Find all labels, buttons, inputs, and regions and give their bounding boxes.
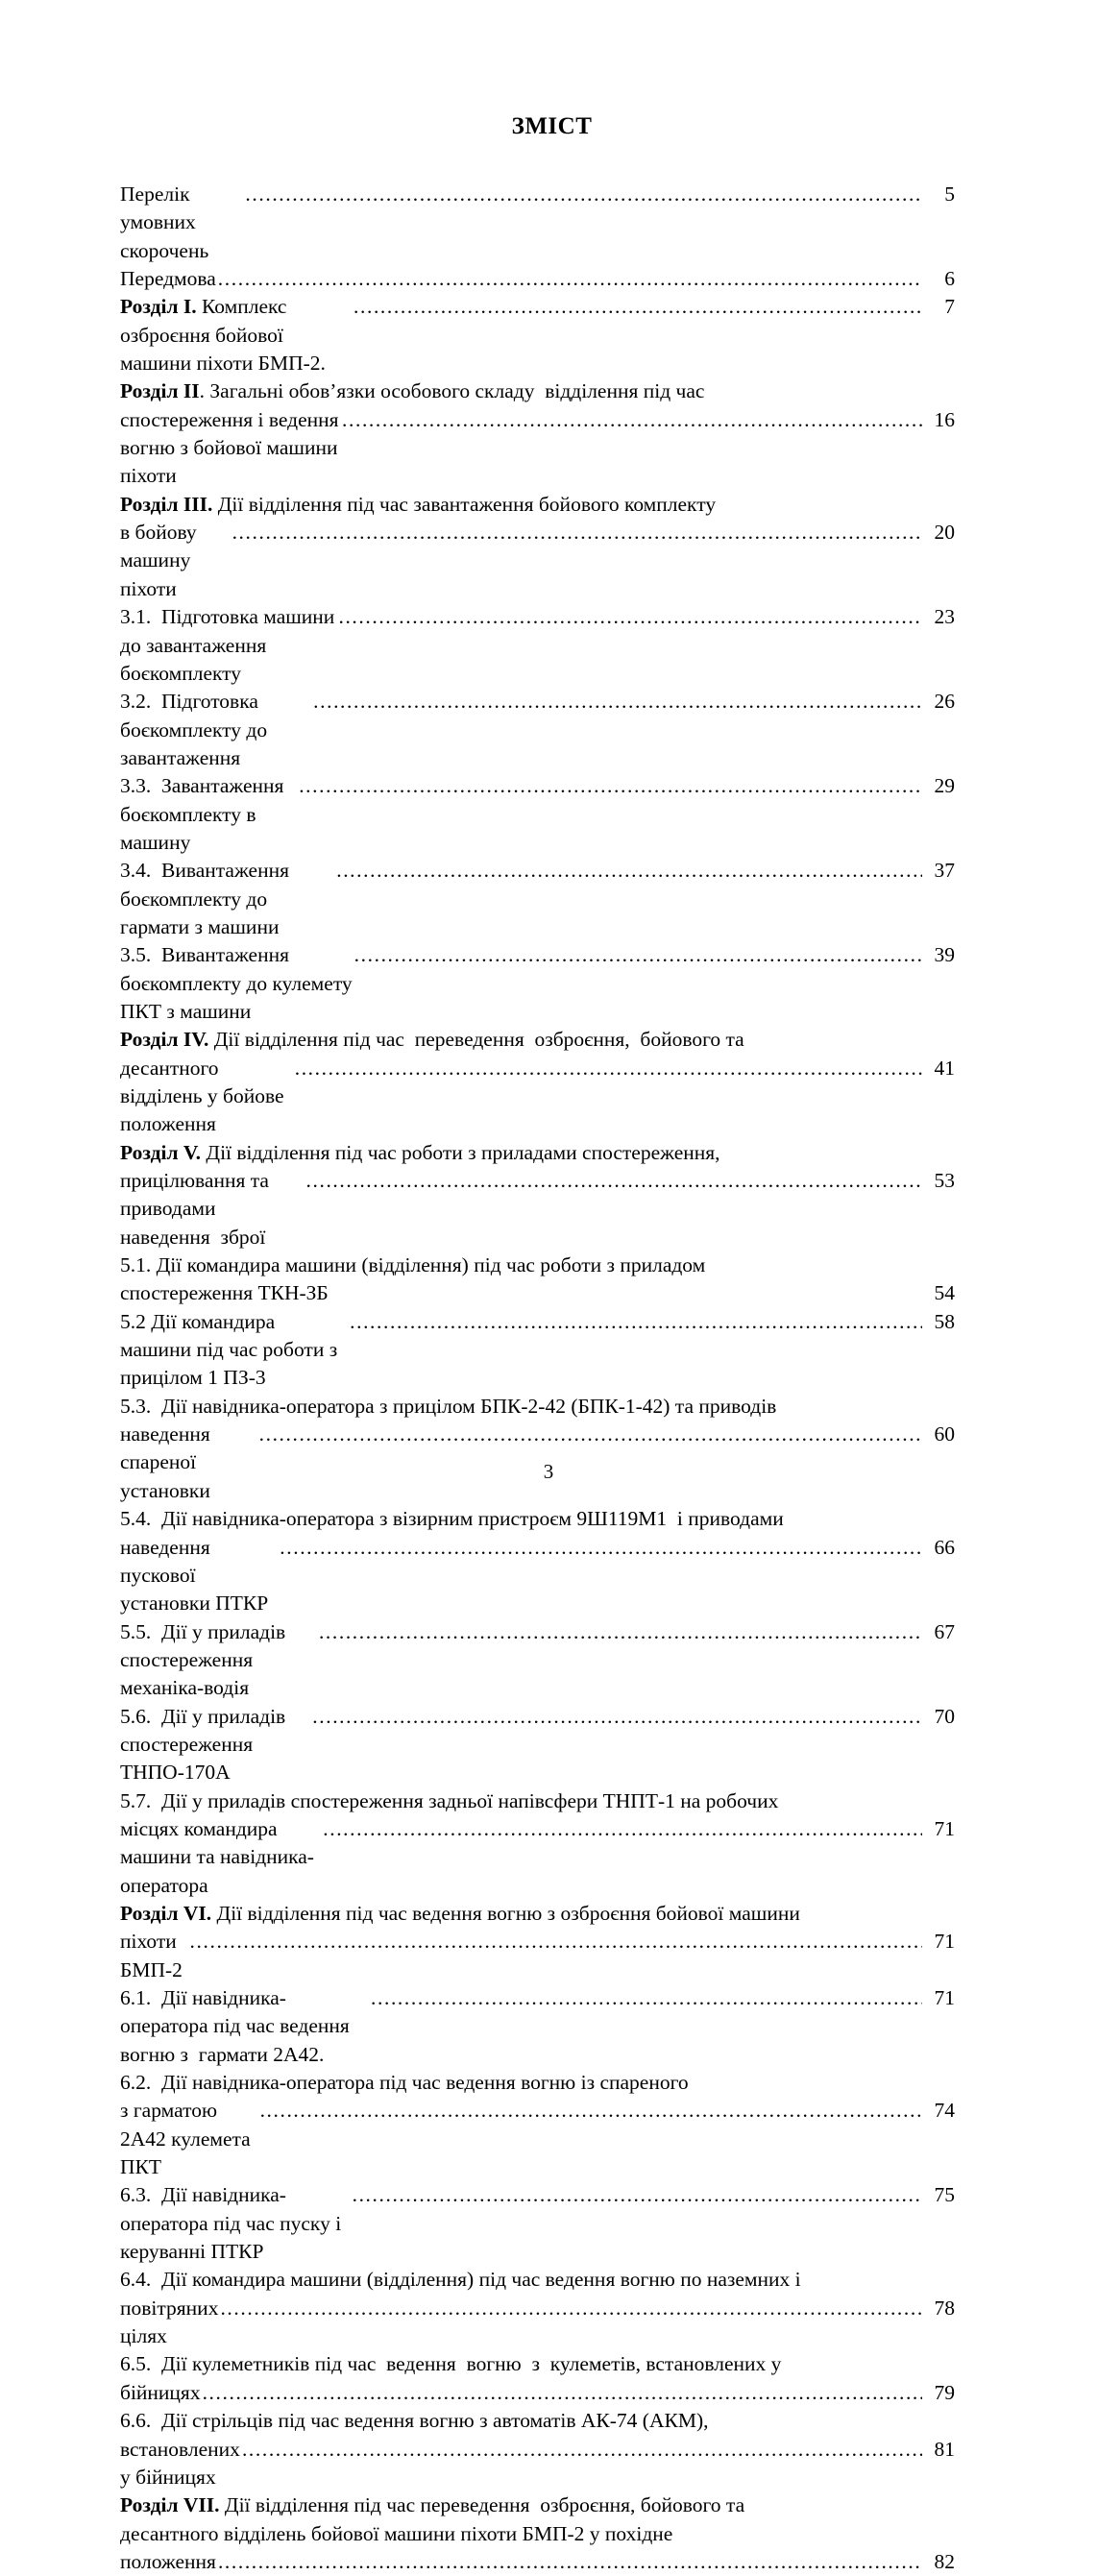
toc-leader-dots bbox=[280, 1534, 922, 1562]
toc-entry-text: 5.3. Дії навідника-оператора з прицілом БПК-2-42 (БПК-1-42) та приводів bbox=[120, 1394, 777, 1418]
toc-entry[interactable] bbox=[120, 2548, 955, 2576]
toc-entry-page-number: 75 bbox=[934, 2183, 955, 2207]
toc-entry-label bbox=[120, 377, 704, 405]
toc-entry-label bbox=[120, 1026, 744, 1054]
toc-entry-text: 5.5. Дії у приладів спостереження механіка-водія bbox=[120, 1619, 291, 1700]
toc-leader-dots bbox=[242, 2436, 922, 2464]
toc-entry-label bbox=[120, 491, 716, 519]
toc-entry-label bbox=[120, 2379, 201, 2407]
toc-entry[interactable] bbox=[120, 1252, 955, 1279]
toc-entry-label bbox=[120, 1703, 310, 1787]
toc-entry-text: десантного відділень бойової машини піхоти БМП-2 у похідне bbox=[120, 2521, 673, 2545]
toc-entry-label bbox=[120, 181, 243, 265]
toc-entry-label bbox=[120, 2436, 246, 2492]
toc-entry[interactable] bbox=[120, 1308, 955, 1393]
toc-entry-page-number: 53 bbox=[934, 1169, 955, 1193]
toc-entry-label bbox=[120, 1534, 278, 1618]
toc-entry-label bbox=[120, 2350, 781, 2378]
toc-entry[interactable] bbox=[120, 1505, 955, 1533]
toc-entry-page-number: 20 bbox=[934, 521, 955, 545]
toc-entry-label bbox=[120, 2097, 258, 2181]
toc-entry-page-number: 5 bbox=[944, 182, 955, 206]
toc-entry-label bbox=[120, 603, 340, 688]
toc-entry[interactable] bbox=[120, 2181, 955, 2266]
toc-entry[interactable] bbox=[120, 1534, 955, 1618]
toc-entry-section-prefix: Розділ IV. bbox=[120, 1028, 209, 1052]
toc-entry-text: 3.2. Підготовка боєкомплекту до завантаження bbox=[120, 690, 273, 769]
toc-entry-page-number: 66 bbox=[934, 1535, 955, 1559]
toc-entry-text: 3.4. Вивантаження боєкомплекту до гармати з машини bbox=[120, 859, 295, 938]
table-of-contents bbox=[120, 181, 955, 2576]
toc-entry[interactable] bbox=[120, 2407, 955, 2435]
toc-entry[interactable] bbox=[120, 1703, 955, 1787]
toc-entry[interactable] bbox=[120, 857, 955, 941]
toc-entry[interactable] bbox=[120, 1139, 955, 1167]
footer-page-number: 3 bbox=[543, 1460, 554, 1483]
toc-leader-dots bbox=[306, 1167, 922, 1195]
toc-entry-text: 5.4. Дії навідника-оператора з візирним пристроєм 9Ш119М1 і приводами bbox=[120, 1507, 784, 1531]
toc-entry[interactable] bbox=[120, 519, 955, 603]
toc-entry-label bbox=[120, 1505, 784, 1533]
toc-entry-section-prefix: Розділ VII. bbox=[120, 2493, 220, 2517]
toc-entry-label bbox=[120, 857, 334, 941]
toc-entry[interactable] bbox=[120, 2379, 955, 2407]
toc-entry-text: 3.1. Підготовка машини до завантаження боєкомплекту bbox=[120, 605, 340, 685]
toc-entry[interactable] bbox=[120, 406, 955, 491]
toc-leader-dots bbox=[218, 2548, 922, 2576]
toc-entry[interactable] bbox=[120, 1618, 955, 1703]
toc-entry-page-number: 37 bbox=[934, 859, 955, 883]
toc-entry-page-number: 79 bbox=[934, 2380, 955, 2404]
toc-entry-label bbox=[120, 1055, 293, 1139]
toc-entry[interactable] bbox=[120, 491, 955, 519]
toc-entry-page-number: 54 bbox=[934, 1281, 955, 1305]
toc-entry-section-prefix: Розділ VI. bbox=[120, 1901, 212, 1925]
toc-entry-text: Перелік умовних скорочень bbox=[120, 182, 209, 262]
toc-entry-text: 5.7. Дії у приладів спостереження задньої напівсфери ТНПТ-1 на робочих bbox=[120, 1788, 779, 1812]
toc-entry-text: 5.2 Дії командира машини під час роботи з прицілом 1 ПЗ-3 bbox=[120, 1309, 343, 1390]
toc-entry-text: 6.1. Дії навідника-оператора під час ведення вогню з гармати 2А42. bbox=[120, 1986, 355, 2066]
toc-entry[interactable] bbox=[120, 1167, 955, 1252]
toc-entry[interactable] bbox=[120, 2350, 955, 2378]
toc-leader-dots bbox=[319, 1618, 922, 1646]
toc-entry-label bbox=[120, 2295, 224, 2351]
toc-entry-page-number: 71 bbox=[934, 1816, 955, 1840]
toc-entry-page-number: 70 bbox=[934, 1704, 955, 1728]
toc-leader-dots bbox=[220, 2295, 922, 2322]
toc-leader-dots bbox=[190, 1928, 922, 1956]
toc-entry-label bbox=[120, 941, 358, 1026]
toc-entry[interactable] bbox=[120, 1279, 955, 1307]
toc-entry[interactable] bbox=[120, 181, 955, 265]
toc-entry-label bbox=[120, 2181, 351, 2266]
toc-entry[interactable] bbox=[120, 772, 955, 857]
toc-entry[interactable] bbox=[120, 1393, 955, 1421]
toc-entry-page-number: 39 bbox=[934, 943, 955, 967]
toc-leader-dots bbox=[245, 181, 922, 208]
toc-leader-dots bbox=[259, 1421, 922, 1448]
toc-entry-label bbox=[120, 1393, 776, 1421]
toc-entry[interactable] bbox=[120, 1928, 955, 1984]
toc-entry-page-number: 29 bbox=[934, 774, 955, 798]
toc-entry[interactable] bbox=[120, 1815, 955, 1900]
toc-entry-page-number: 78 bbox=[934, 2296, 955, 2320]
toc-entry-text: спостереження ТКН-ЗБ bbox=[120, 1281, 329, 1305]
toc-entry-text: Комплекс озброєння бойової машини піхоти БМП-2. bbox=[120, 295, 326, 376]
toc-entry-label bbox=[120, 1787, 778, 1815]
toc-entry-label bbox=[120, 1139, 720, 1167]
toc-entry-page-number: 7 bbox=[944, 295, 955, 319]
toc-entry[interactable] bbox=[120, 1055, 955, 1139]
toc-entry-label bbox=[120, 2548, 222, 2576]
toc-entry[interactable] bbox=[120, 2069, 955, 2097]
toc-entry-text: в бойову машину піхоти bbox=[120, 521, 203, 600]
toc-entry[interactable] bbox=[120, 2436, 955, 2492]
toc-leader-dots bbox=[353, 2181, 922, 2209]
toc-leader-dots bbox=[323, 1815, 922, 1843]
toc-entry-page-number: 26 bbox=[934, 690, 955, 714]
toc-entry-page-number: 82 bbox=[934, 2549, 955, 2573]
toc-entry-text: повітряних цілях bbox=[120, 2296, 224, 2348]
toc-entry[interactable] bbox=[120, 2520, 955, 2548]
toc-leader-dots bbox=[353, 293, 922, 321]
toc-entry-page-number: 71 bbox=[934, 1986, 955, 2009]
toc-entry-text: прицілювання та приводами наведення зброї bbox=[120, 1169, 275, 1249]
toc-entry[interactable] bbox=[120, 1026, 955, 1054]
toc-entry-text: Дії відділення під час переведення озброєння, бойового та bbox=[208, 1028, 744, 1052]
toc-entry-page-number: 81 bbox=[934, 2437, 955, 2461]
toc-entry-section-prefix: Розділ III. bbox=[120, 492, 213, 516]
toc-leader-dots bbox=[232, 519, 922, 547]
toc-entry-page-number: 41 bbox=[934, 1056, 955, 1080]
toc-entry-text: встановлених у бійницях bbox=[120, 2437, 246, 2489]
toc-entry[interactable] bbox=[120, 603, 955, 688]
toc-leader-dots bbox=[350, 1308, 922, 1336]
toc-entry-text: 5.6. Дії у приладів спостереження ТНПО-170А bbox=[120, 1704, 291, 1785]
toc-entry-text: 3.5. Вивантаження боєкомплекту до кулемету ПКТ з машини bbox=[120, 943, 358, 1023]
toc-entry-label bbox=[120, 2069, 689, 2097]
toc-entry-page-number: 67 bbox=[934, 1619, 955, 1643]
toc-entry-page-number: 16 bbox=[934, 407, 955, 431]
toc-entry-text: спостереження і ведення вогню з бойової машини піхоти bbox=[120, 407, 344, 488]
toc-entry[interactable] bbox=[120, 941, 955, 1026]
toc-entry[interactable] bbox=[120, 1787, 955, 1815]
toc-entry-text: Передмова bbox=[120, 267, 216, 291]
toc-entry-page-number: 74 bbox=[934, 2099, 955, 2123]
toc-entry-label bbox=[120, 293, 352, 377]
toc-entry-text: 6.5. Дії кулеметників під час ведення вогню з кулеметів, встановлених у bbox=[120, 2352, 782, 2376]
toc-entry-text: . Загальні обов’язки особового складу відділення під час bbox=[199, 379, 705, 403]
toc-entry-text: 6.3. Дії навідника-оператора під час пуску і керуванні ПТКР bbox=[120, 2183, 347, 2264]
toc-entry-page-number: 71 bbox=[934, 1930, 955, 1954]
toc-entry-text: з гарматою 2А42 кулемета ПКТ bbox=[120, 2099, 256, 2179]
toc-entry-label bbox=[120, 1928, 188, 1984]
toc-entry-label bbox=[120, 772, 297, 857]
toc-leader-dots bbox=[299, 772, 922, 800]
toc-leader-dots bbox=[260, 2097, 922, 2125]
toc-entry-label bbox=[120, 1900, 800, 1928]
toc-entry-text: десантного відділень у бойове положення bbox=[120, 1056, 289, 1136]
toc-entry-section-prefix: Розділ V. bbox=[120, 1140, 202, 1164]
toc-entry-text: наведення спареної установки bbox=[120, 1422, 216, 1502]
toc-entry-label bbox=[120, 1308, 348, 1393]
toc-entry-page-number: 23 bbox=[934, 605, 955, 629]
toc-entry-label bbox=[120, 688, 311, 772]
toc-entry-label bbox=[120, 2491, 744, 2519]
toc-entry[interactable] bbox=[120, 1900, 955, 1928]
toc-entry-section-prefix: Розділ I. bbox=[120, 295, 197, 319]
toc-entry-label bbox=[120, 1618, 317, 1703]
toc-entry[interactable] bbox=[120, 2295, 955, 2351]
page-title: ЗМІСТ bbox=[511, 113, 593, 139]
toc-leader-dots bbox=[313, 688, 922, 716]
toc-entry-text: Дії відділення під час переведення озброєння, бойового та bbox=[219, 2493, 745, 2517]
toc-entry-section-prefix: Розділ II bbox=[120, 379, 200, 403]
toc-entry-text: положення bbox=[120, 2549, 222, 2573]
toc-entry-label bbox=[120, 2266, 801, 2294]
toc-entry[interactable] bbox=[120, 377, 955, 405]
toc-entry[interactable] bbox=[120, 2491, 955, 2519]
toc-entry-text: Дії відділення під час роботи з приладами спостереження, bbox=[201, 1140, 720, 1164]
toc-leader-dots bbox=[338, 603, 922, 631]
toc-leader-dots bbox=[218, 265, 922, 293]
toc-entry-page-number: 58 bbox=[934, 1309, 955, 1333]
toc-entry-label bbox=[120, 1279, 329, 1307]
toc-entry-text: піхоти БМП-2 bbox=[120, 1930, 183, 1981]
toc-entry-label bbox=[120, 2407, 708, 2435]
toc-entry[interactable] bbox=[120, 2266, 955, 2294]
toc-leader-dots bbox=[342, 406, 922, 434]
toc-entry-label bbox=[120, 1815, 321, 1900]
toc-entry-label bbox=[120, 519, 231, 603]
toc-entry[interactable] bbox=[120, 293, 955, 377]
toc-leader-dots bbox=[371, 1984, 922, 2012]
toc-entry-text: місцях командира машини та навідника-оператора bbox=[120, 1816, 314, 1897]
toc-leader-dots bbox=[312, 1703, 922, 1731]
toc-entry-text: 6.2. Дії навідника-оператора під час ведення вогню із спареного bbox=[120, 2071, 689, 2095]
toc-entry-page-number: 60 bbox=[934, 1422, 955, 1446]
toc-entry-text: 3.3. Завантаження боєкомплекту в машину bbox=[120, 774, 289, 854]
toc-entry[interactable] bbox=[120, 2097, 955, 2181]
toc-entry-label bbox=[120, 1167, 305, 1252]
toc-leader-dots bbox=[336, 857, 922, 885]
toc-entry[interactable] bbox=[120, 1984, 955, 2069]
toc-entry-text: бійницях bbox=[120, 2380, 201, 2404]
toc-entry-label bbox=[120, 406, 344, 491]
toc-entry-text: Дії відділення під час ведення вогню з озброєння бойової машини bbox=[211, 1901, 800, 1925]
toc-entry[interactable] bbox=[120, 688, 955, 772]
toc-entry-text: наведення пускової установки ПТКР bbox=[120, 1535, 274, 1616]
toc-leader-dots bbox=[203, 2379, 922, 2407]
toc-leader-dots bbox=[295, 1055, 922, 1082]
toc-entry-text: 5.1. Дії командира машини (відділення) під час роботи з приладом bbox=[120, 1253, 706, 1277]
toc-entry-text: 6.4. Дії командира машини (відділення) під час ведення вогню по наземних і bbox=[120, 2268, 801, 2292]
toc-entry-text: 6.6. Дії стрільців під час ведення вогню з автоматів АК-74 (АКМ), bbox=[120, 2409, 709, 2433]
toc-entry-label bbox=[120, 2520, 672, 2548]
toc-entry-label bbox=[120, 265, 216, 293]
toc-leader-dots bbox=[354, 941, 922, 969]
toc-entry-page-number: 6 bbox=[944, 267, 955, 291]
toc-entry-label bbox=[120, 1252, 705, 1279]
toc-entry[interactable] bbox=[120, 265, 955, 293]
toc-entry-label bbox=[120, 1984, 369, 2069]
toc-entry-text: Дії відділення під час завантаження бойового комплекту bbox=[212, 492, 717, 516]
